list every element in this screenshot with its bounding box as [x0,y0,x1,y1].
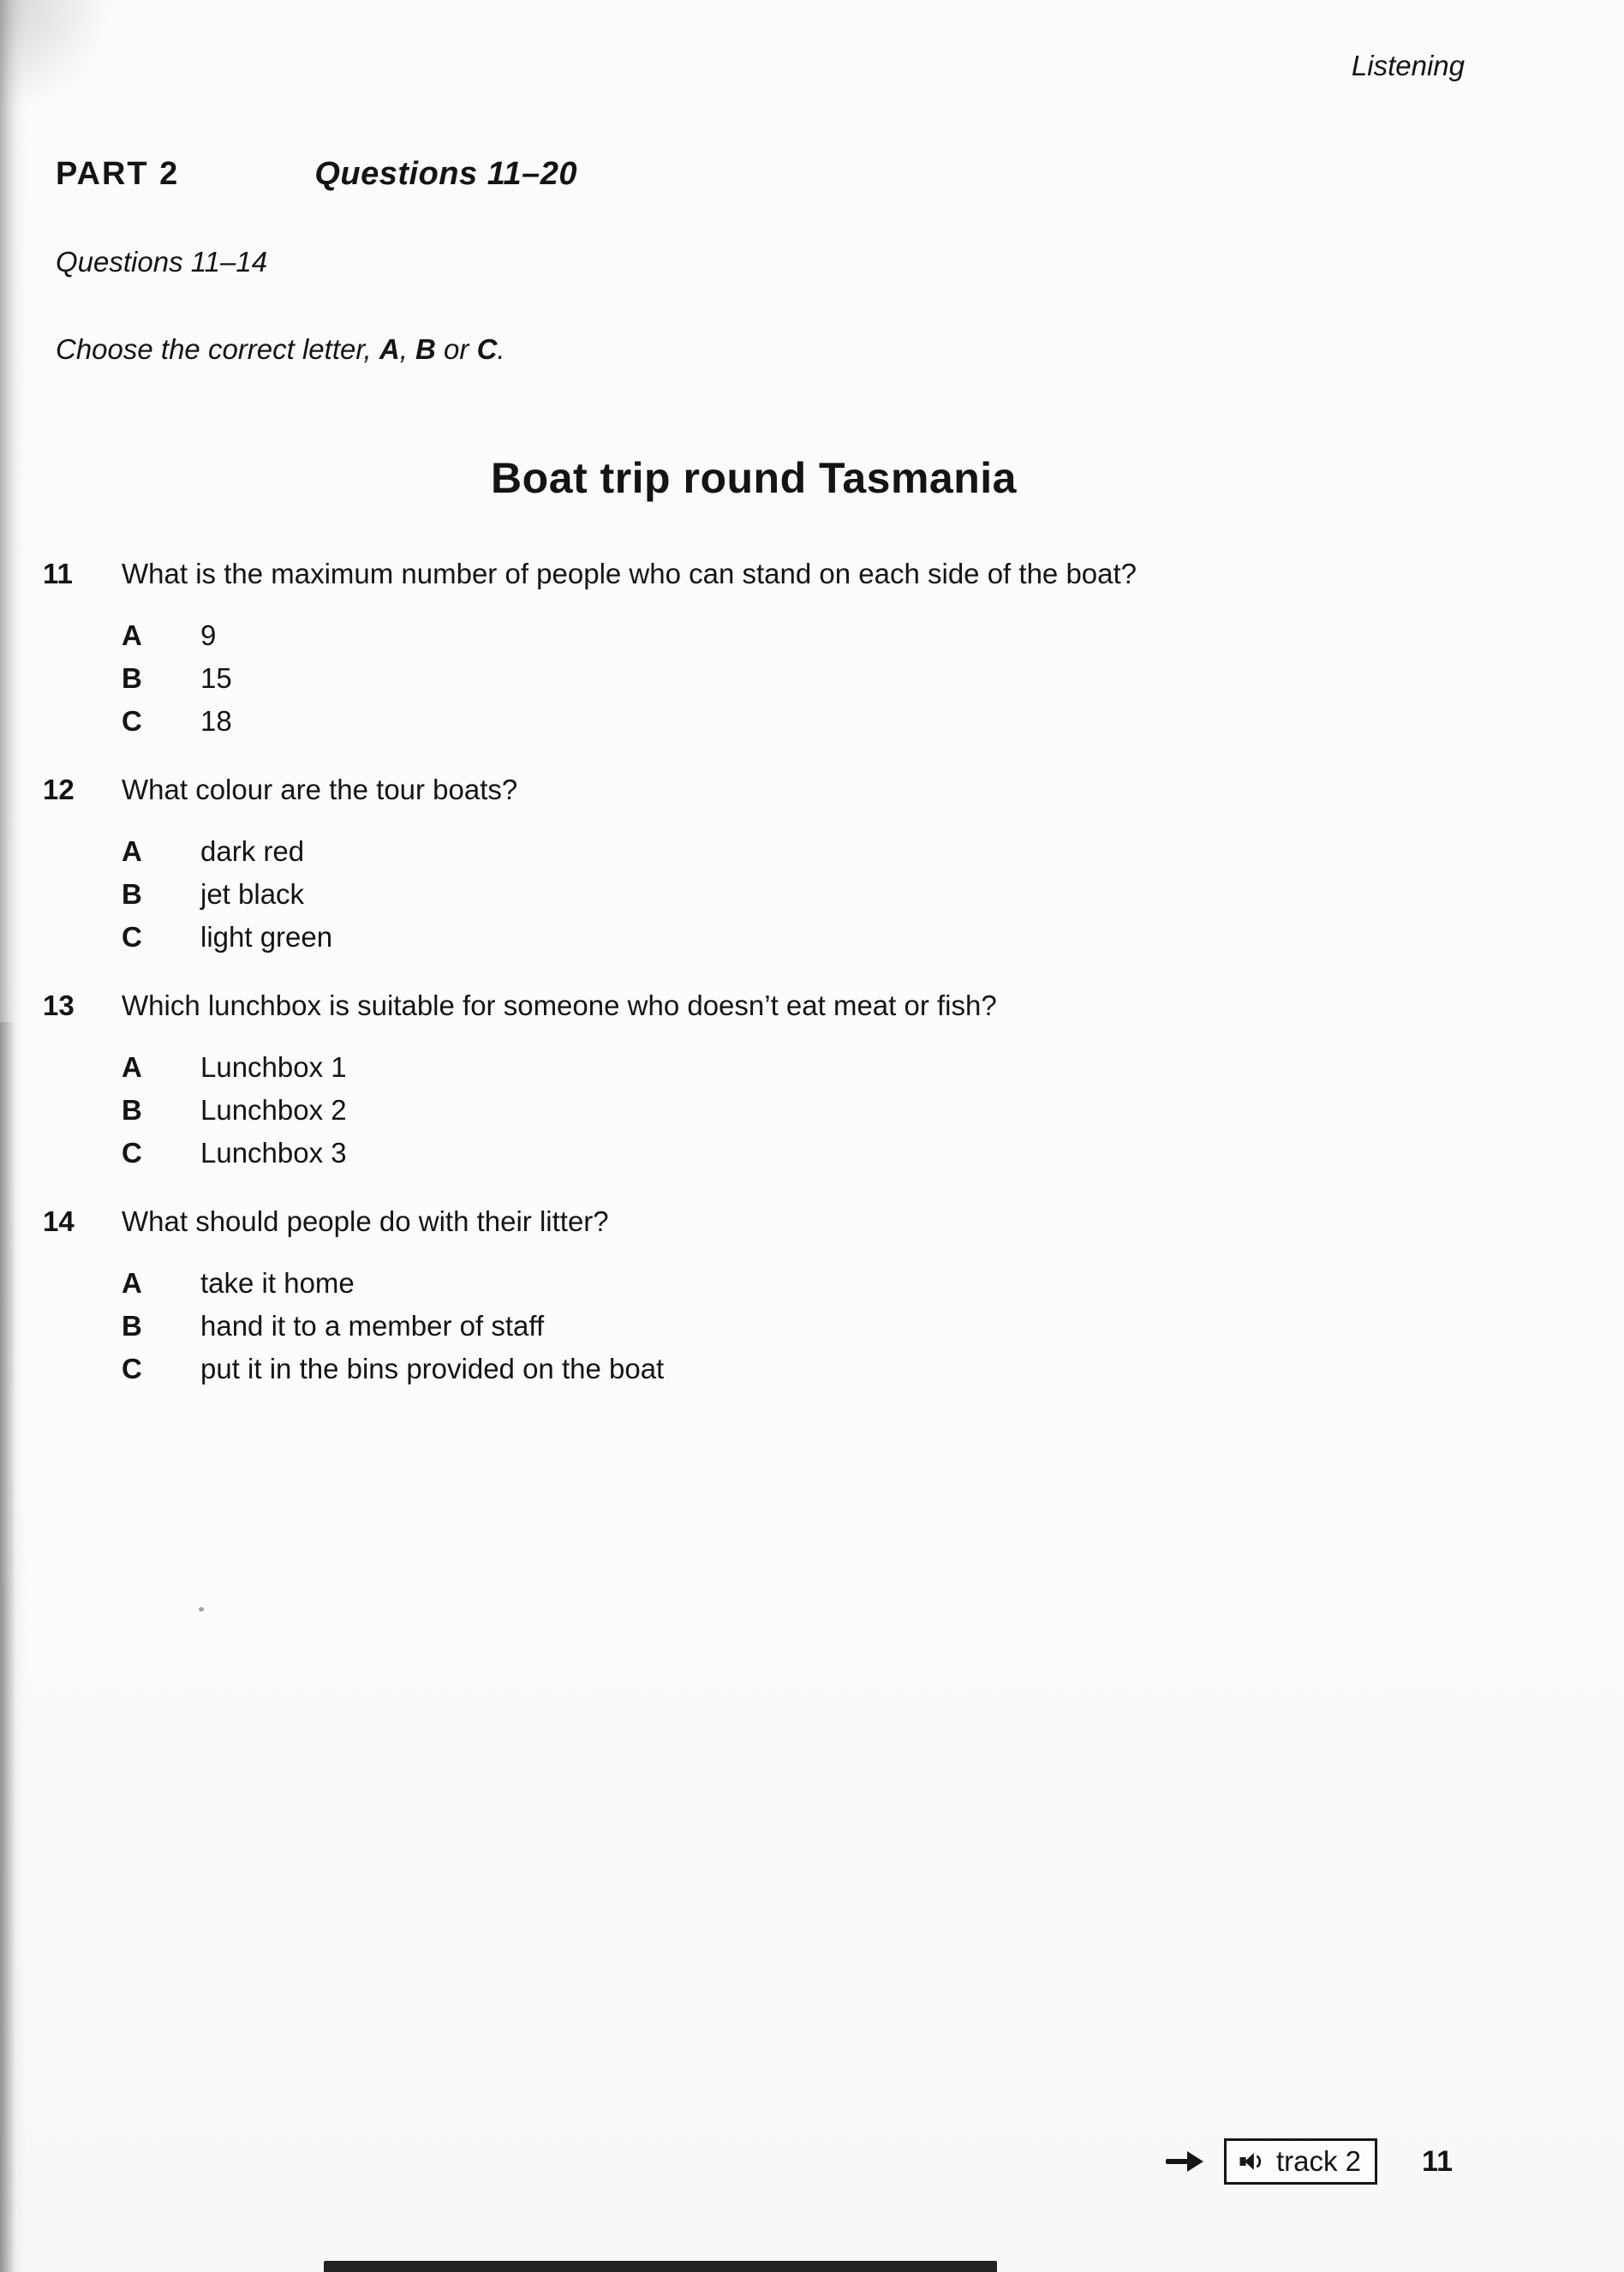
speaker-icon [1237,2147,1266,2176]
question-number: 14 [43,1205,75,1237]
option-text: dark red [200,835,305,867]
option-text: Lunchbox 1 [200,1051,347,1083]
question-number: 12 [43,774,75,805]
subsection-heading: Questions 11–14 [56,246,268,278]
instruction-or: or [435,333,477,365]
choice-letter-c: C [476,333,498,365]
exam-title: Boat trip round Tasmania [491,454,1017,502]
question-number: 13 [43,990,75,1021]
option-row-b [122,1305,1465,1348]
option-text: Lunchbox 3 [200,1137,347,1169]
question-head [43,988,1465,1024]
question-text: What should people do with their litter? [122,1205,609,1237]
option-text: jet black [200,878,305,910]
page-number: 11 [1422,2144,1453,2178]
option-letter: A [122,1267,142,1299]
option-row-c [122,1348,1465,1390]
question-text: Which lunchbox is suitable for someone who doesn’t eat meat or fish? [122,990,997,1021]
option-row-c [122,1132,1465,1175]
option-row-c [122,700,1465,743]
option-letter: B [122,1310,142,1342]
option-text: light green [200,921,333,953]
instruction-line [43,333,1465,366]
part-heading: PART 2 [56,156,180,192]
question-block-13 [43,988,1465,1175]
question-list [43,556,1465,1390]
option-text: 15 [200,662,232,694]
scan-speck [199,1607,204,1611]
option-row-a [122,1262,1465,1305]
question-block-11 [43,556,1465,743]
section-label: Listening [1351,50,1465,81]
option-letter: C [122,705,142,737]
question-head [43,556,1465,592]
question-block-14 [43,1204,1465,1390]
question-head [43,1204,1465,1240]
option-text: take it home [200,1267,355,1299]
question-text: What is the maximum number of people who can stand on each side of the boat? [122,558,1137,589]
option-row-b [122,1089,1465,1132]
choice-letter-b: B [415,333,436,365]
option-letter: C [122,921,142,953]
instruction-prefix: Choose the correct letter, [56,333,379,365]
part-heading-row [43,156,1465,193]
option-row-b [122,657,1465,700]
option-text: 9 [200,619,217,651]
part-range: Questions 11–20 [314,156,578,192]
option-letter: B [122,1094,142,1126]
instruction-sep: , [399,333,416,365]
option-text: hand it to a member of staff [200,1310,545,1342]
option-row-b [122,873,1465,916]
footer [1164,2138,1453,2185]
question-head [43,772,1465,808]
option-row-a [122,614,1465,657]
question-number: 11 [43,558,73,589]
next-arrow-icon [1164,2149,1205,2174]
choice-letter-a: A [379,333,400,365]
option-group [122,1262,1465,1390]
option-text: Lunchbox 2 [200,1094,347,1126]
option-group [122,1046,1465,1175]
option-row-a [122,1046,1465,1089]
option-letter: C [122,1353,142,1384]
option-group [122,830,1465,959]
track-label: track 2 [1276,2145,1362,2177]
option-text: 18 [200,705,232,737]
option-letter: A [122,619,142,651]
option-row-a [122,830,1465,873]
option-letter: A [122,835,142,867]
question-block-12 [43,772,1465,959]
scan-bottom-bar [324,2261,997,2272]
option-letter: B [122,662,142,694]
instruction-end: . [497,333,505,365]
option-letter: B [122,878,142,910]
option-group [122,614,1465,743]
option-letter: C [122,1137,142,1169]
option-letter: A [122,1051,142,1083]
question-text: What colour are the tour boats? [122,774,518,805]
track-box [1224,2138,1377,2185]
option-text: put it in the bins provided on the boat [200,1353,665,1384]
option-row-c [122,916,1465,959]
